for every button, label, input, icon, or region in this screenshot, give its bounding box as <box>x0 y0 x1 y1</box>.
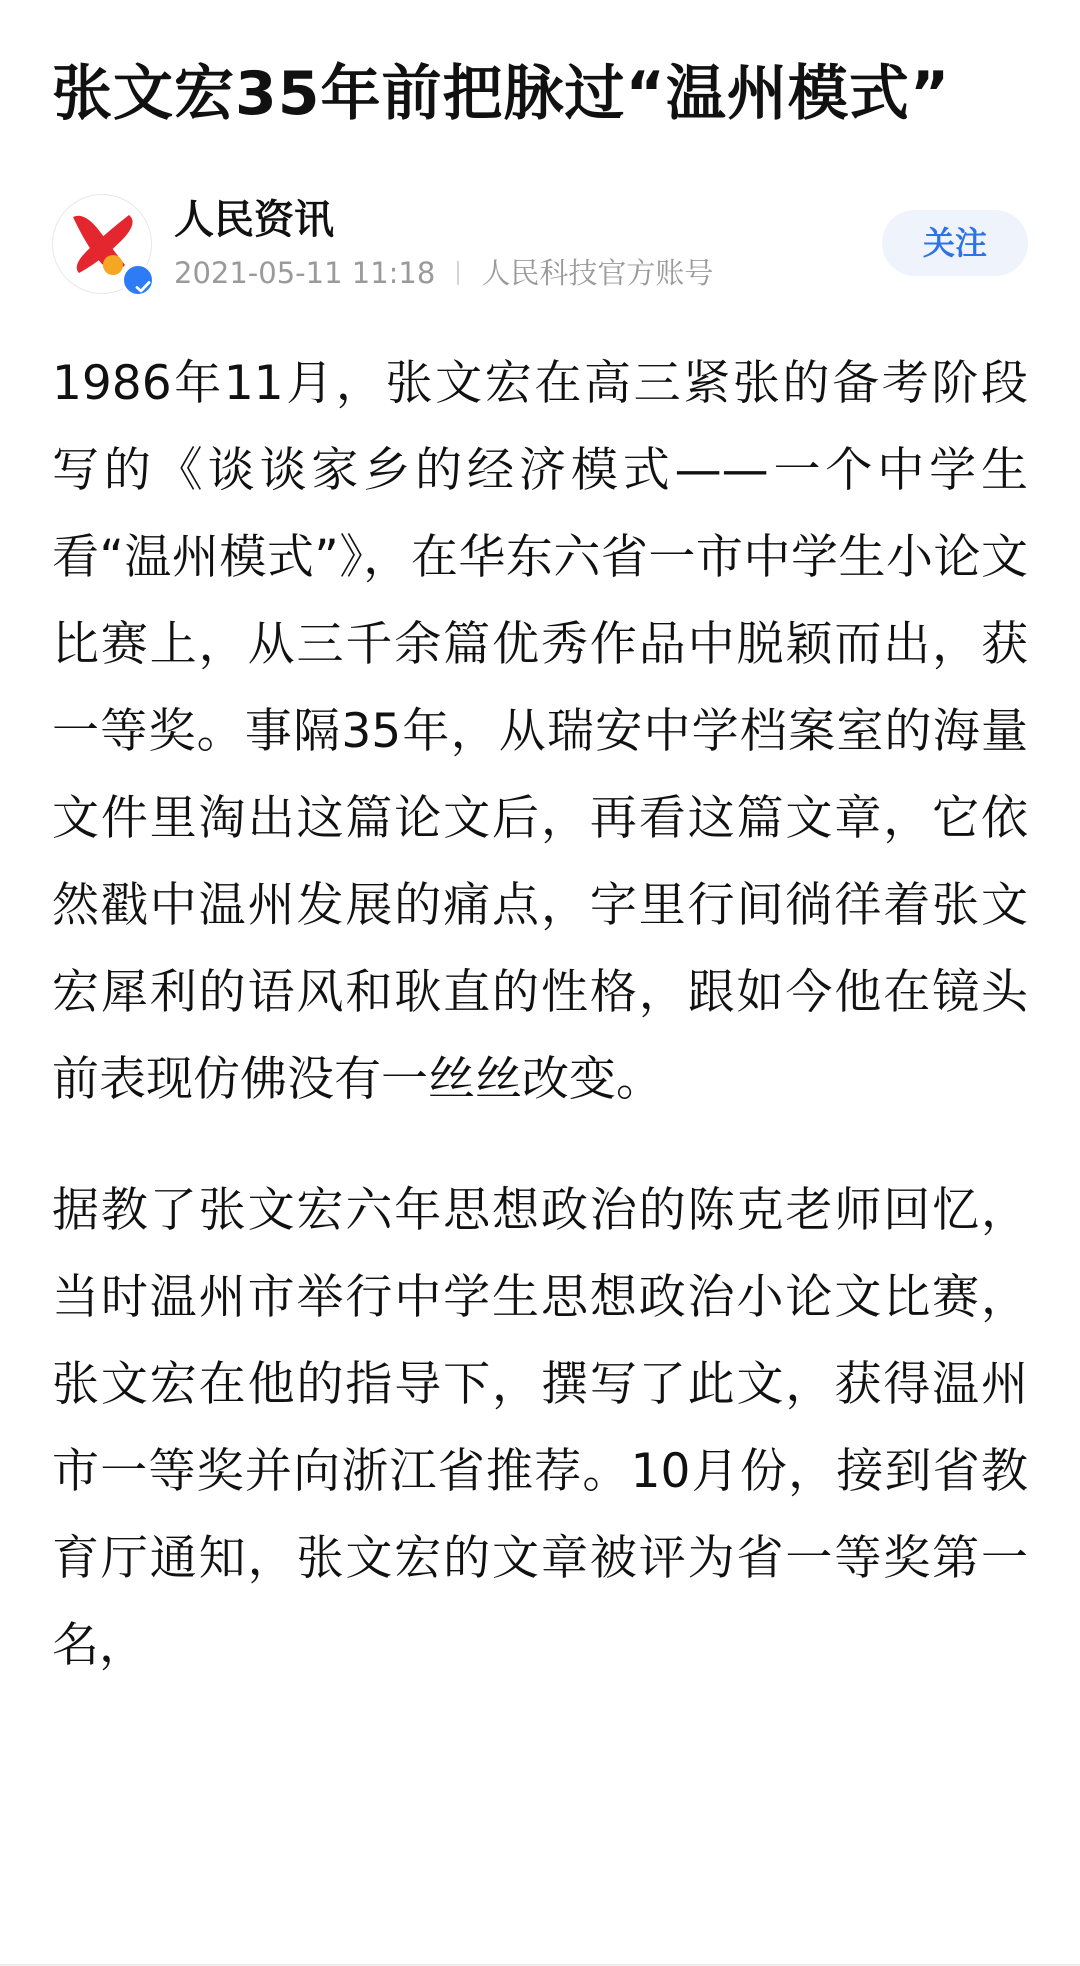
source-name[interactable]: 人民资讯 <box>174 197 334 243</box>
verified-icon <box>121 263 155 297</box>
article-paragraph: 据教了张文宏六年思想政治的陈克老师回忆，当时温州市举行中学生思想政治小论文比赛，张文宏在他的指导下，撰写了此文，获得温州市一等奖并向浙江省推荐。10月份，接到省教育厅通知，张文宏的文章被评为省一等奖第一名， <box>52 1183 1028 1673</box>
account-description: 人民科技官方账号 <box>481 256 714 290</box>
article-title: 张文宏35年前把脉过“温州模式” <box>52 59 951 129</box>
article-paragraph: 1986年11月，张文宏在高三紧张的备考阶段写的《谈谈家乡的经济模式——一个中学生看“温州模式”》，在华东六省一市中学生小论文比赛上，从三千余篇优秀作品中脱颖而出，获一等奖。事隔35年，从瑞安中学档案室的海量文件里淘出这篇论文后，再看这篇文章，它依然戳中温州发展的痛点，字里行间徜徉着张文宏犀利的语风和耿直的性格，跟如今他在镜头前表现仿佛没有一丝丝改变。 <box>52 356 1028 1107</box>
article-sub-meta <box>174 254 713 292</box>
article-meta <box>52 194 1028 314</box>
source-avatar[interactable] <box>52 194 152 294</box>
follow-button[interactable]: 关注 <box>882 210 1028 276</box>
meta-divider <box>457 261 459 285</box>
article-content <box>52 340 1028 1689</box>
publish-time: 2021-05-11 11:18 <box>174 256 436 290</box>
